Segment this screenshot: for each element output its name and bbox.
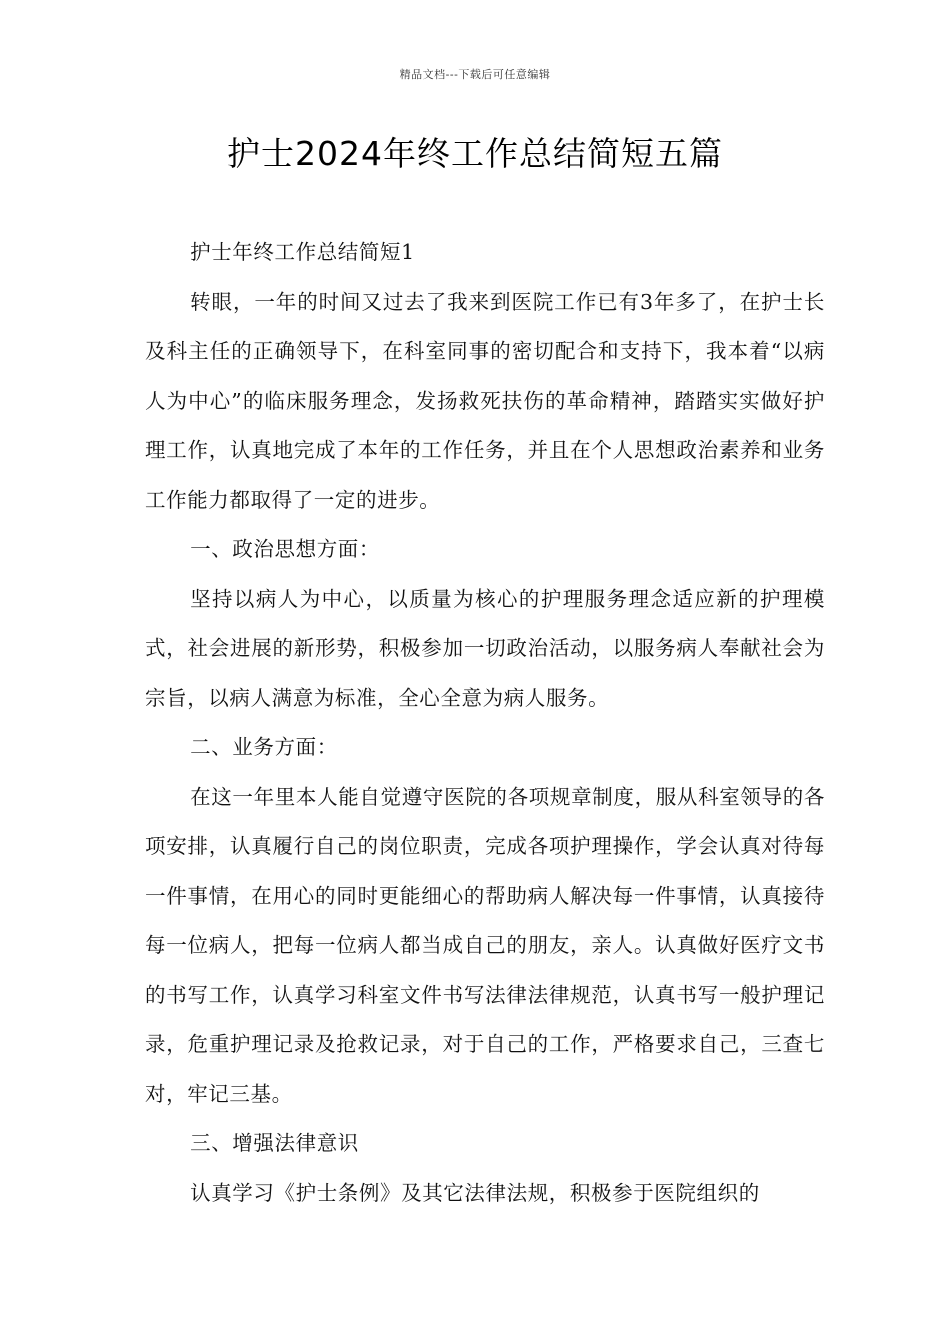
section-heading: 一、政治思想方面： (190, 537, 380, 561)
header-note: 精品文档---下载后可任意编辑 (399, 68, 551, 81)
document-body (145, 228, 825, 1218)
paragraph: 转眼，一年的时间又过去了我来到医院工作已有3年多了，在护士长及科主任的正确领导下，在科室同事的密切配合和支持下，我本着“以病人为中心”的临床服务理念，发扬救死扶伤的革命精神，踏踏实实做好护理工作，认真地完成了本年的工作任务，并且在个人思想政治素养和业务工作能力都取得了一定的进步。 (145, 289, 825, 512)
section-heading: 二、业务方面： (190, 735, 338, 759)
section-heading: 护士年终工作总结简短1 (190, 240, 415, 264)
section-heading: 三、增强法律意识 (190, 1131, 359, 1155)
paragraph: 坚持以病人为中心，以质量为核心的护理服务理念适应新的护理模式，社会进展的新形势，积极参加一切政治活动，以服务病人奉献社会为宗旨，以病人满意为标准，全心全意为病人服务。 (145, 586, 825, 710)
paragraph: 认真学习《护士条例》及其它法律法规，积极参于医院组织的 (190, 1180, 760, 1205)
document-title: 护士2024年终工作总结简短五篇 (227, 134, 723, 173)
paragraph: 在这一年里本人能自觉遵守医院的各项规章制度，服从科室领导的各项安排，认真履行自己的岗位职责，完成各项护理操作，学会认真对待每一件事情，在用心的同时更能细心的帮助病人解决每一件事情，认真接待每一位病人，把每一位病人都当成自己的朋友，亲人。认真做好医疗文书的书写工作，认真学习科室文件书写法律法律规范，认真书写一般护理记录，危重护理记录及抢救记录，对于自己的工作，严格要求自己，三查七对，牢记三基。 (145, 784, 825, 1106)
